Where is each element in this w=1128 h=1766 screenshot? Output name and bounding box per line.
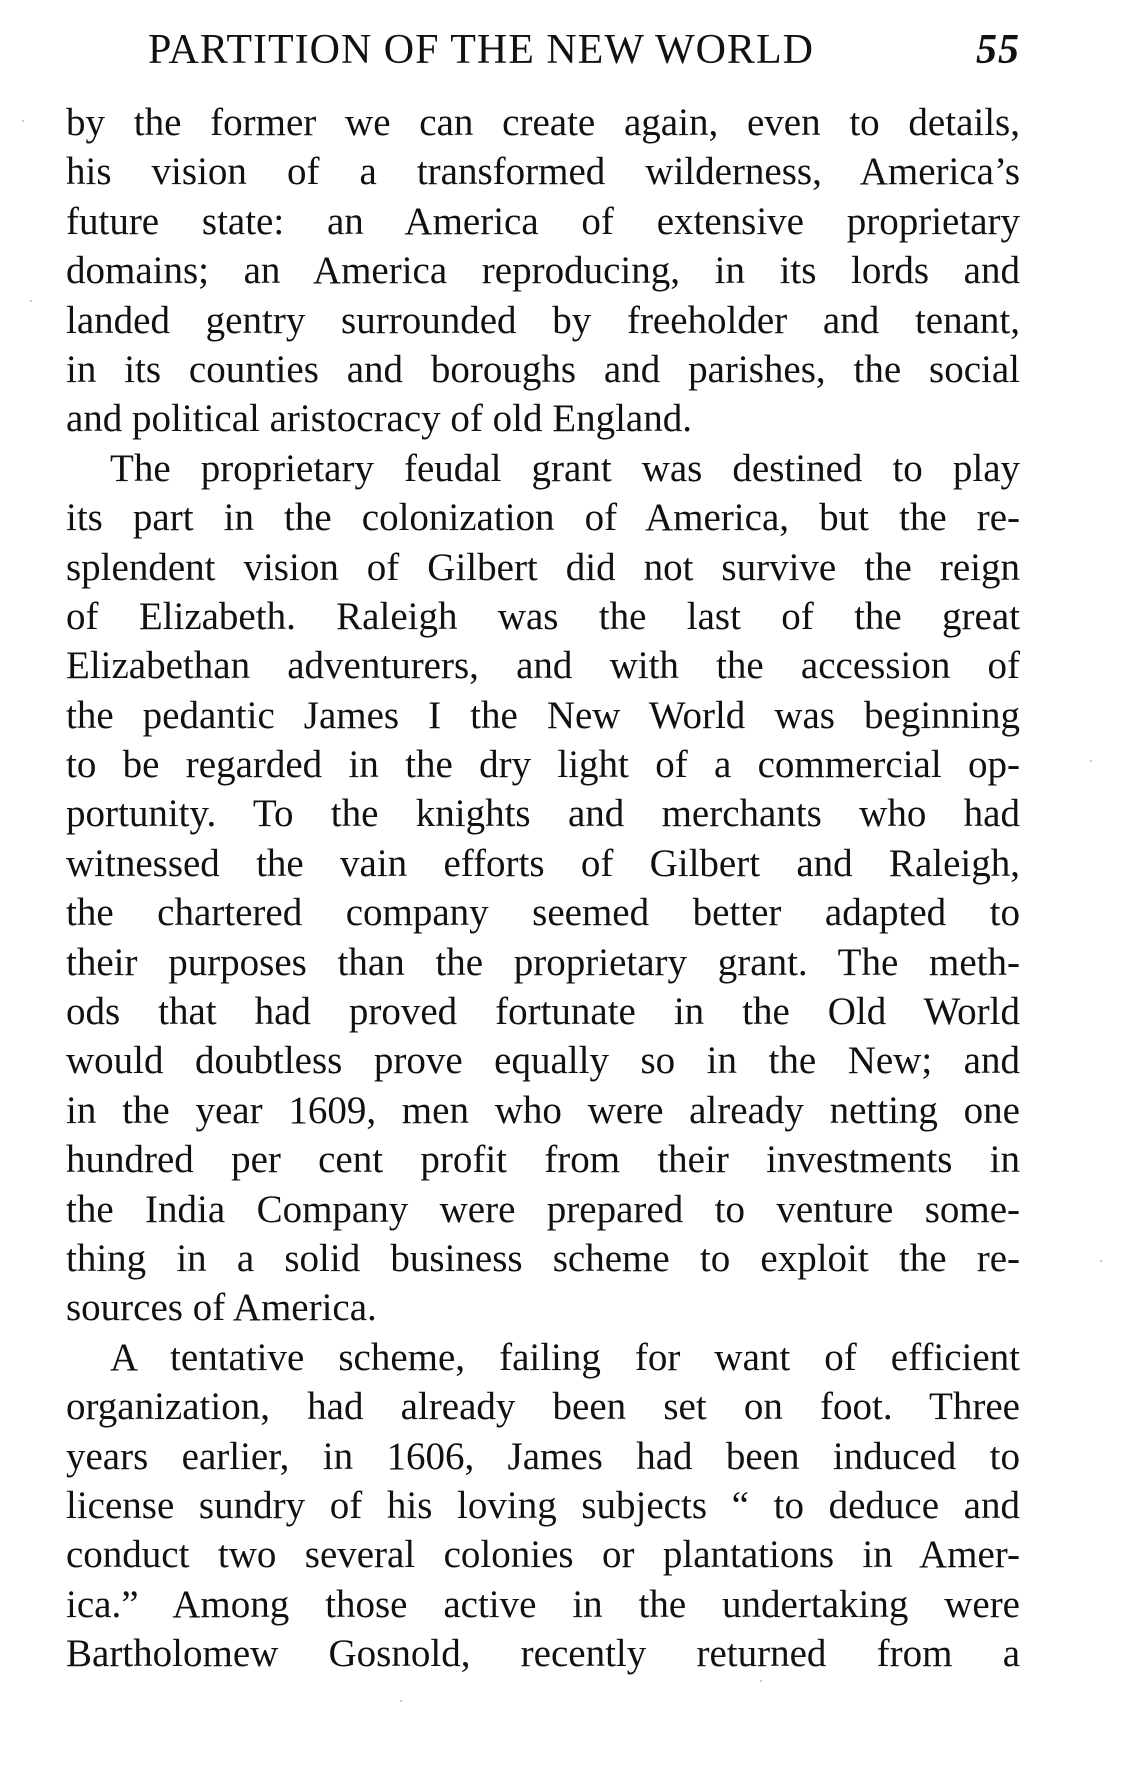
scan-speck [30, 300, 32, 302]
text-line: witnessed the vain efforts of Gilbert and Raleigh, [66, 841, 1020, 885]
paragraph-1 [66, 98, 1020, 444]
text-line: would doubtless prove equally so in the New; and [66, 1039, 1020, 1083]
text-line: landed gentry surrounded by freeholder and tenant, [66, 298, 1020, 342]
text-line: their purposes than the proprietary grant. The meth- [66, 940, 1020, 984]
text-line: splendent vision of Gilbert did not survive the reign [66, 545, 1020, 589]
text-line: ods that had proved fortunate in the Old World [66, 990, 1020, 1034]
text-line: ica.” Among those active in the undertaking were [66, 1582, 1020, 1626]
text-line: the India Company were prepared to venture some- [66, 1187, 1020, 1231]
text-line: organization, had already been set on foot. Three [66, 1385, 1020, 1429]
scan-speck [760, 1680, 762, 1682]
text-line: license sundry of his loving subjects “ to deduce and [66, 1483, 1020, 1527]
text-line: portunity. To the knights and merchants who had [66, 792, 1020, 836]
text-line: Elizabethan adventurers, and with the accession of [66, 644, 1020, 688]
text-line: years earlier, in 1606, James had been induced to [66, 1434, 1020, 1478]
text-line: its part in the colonization of America, but the re- [66, 496, 1020, 540]
scan-speck [22, 120, 24, 122]
paragraph-2 [66, 444, 1020, 1333]
text-line: A tentative scheme, failing for want of efficient [110, 1335, 1020, 1379]
running-head-title: PARTITION OF THE NEW WORLD [148, 27, 814, 73]
text-line: his vision of a transformed wilderness, America’s [66, 150, 1020, 194]
text-line: thing in a solid business scheme to exploit the re- [66, 1236, 1020, 1280]
paragraph-3 [66, 1333, 1020, 1679]
text-line: sources of America. [66, 1286, 377, 1330]
scan-speck [1090, 760, 1092, 762]
text-line: The proprietary feudal grant was destined to play [110, 446, 1020, 490]
text-line: in the year 1609, men who were already netting one [66, 1088, 1020, 1132]
text-line: conduct two several colonies or plantations in Amer- [66, 1533, 1020, 1577]
text-line: in its counties and boroughs and parishes, the social [66, 347, 1020, 391]
text-line: and political aristocracy of old England. [66, 397, 692, 441]
body-text [66, 98, 1020, 1679]
text-line: domains; an America reproducing, in its lords and [66, 249, 1020, 293]
text-line: hundred per cent profit from their investments in [66, 1138, 1020, 1182]
text-line: the pedantic James I the New World was beginning [66, 693, 1020, 737]
text-line: Bartholomew Gosnold, recently returned from a [66, 1632, 1020, 1676]
text-line: by the former we can create again, even to details, [66, 101, 1020, 144]
scan-speck [1100, 1260, 1102, 1262]
text-line: to be regarded in the dry light of a commercial op- [66, 743, 1020, 787]
text-line: the chartered company seemed better adapted to [66, 891, 1020, 935]
running-head [132, 20, 1020, 80]
text-line: of Elizabeth. Raleigh was the last of the great [66, 594, 1020, 638]
text-line: future state: an America of extensive proprietary [66, 199, 1020, 243]
scan-speck [400, 1700, 402, 1702]
page-number: 55 [976, 27, 1020, 73]
